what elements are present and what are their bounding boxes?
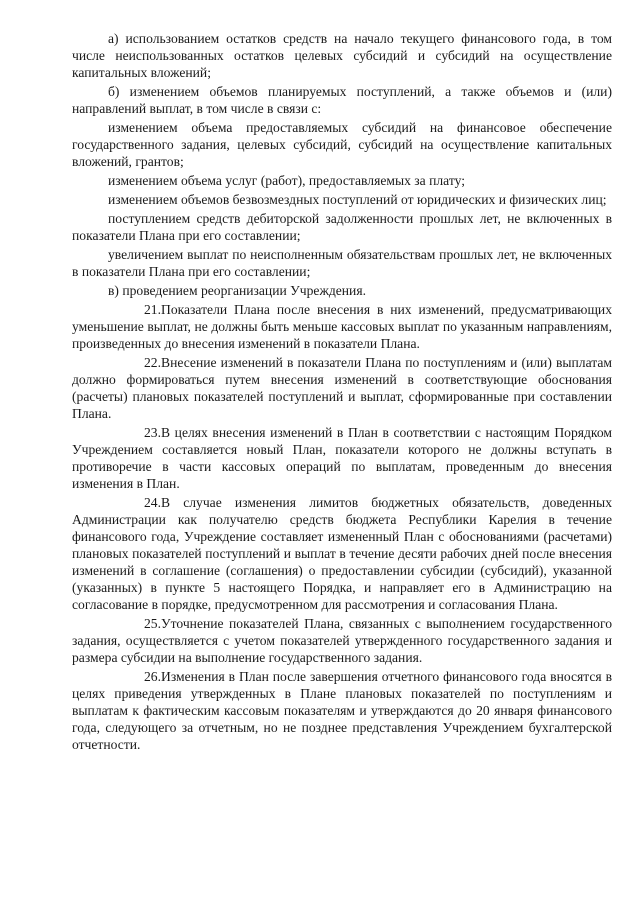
paragraph-text: изменением объема услуг (работ), предоставляемых за плату; bbox=[108, 173, 465, 188]
paragraph bbox=[72, 246, 612, 280]
paragraph bbox=[72, 30, 612, 81]
paragraph bbox=[72, 172, 612, 189]
paragraph-text: а) использованием остатков средств на начало текущего финансового года, в том числе неиспользованных остатков целевых субсидий и субсидий на осуществление капитальных вложений; bbox=[72, 31, 612, 80]
paragraph-26 bbox=[72, 668, 612, 753]
paragraph bbox=[72, 210, 612, 244]
paragraph-number: 26. bbox=[144, 669, 161, 684]
paragraph-25 bbox=[72, 615, 612, 666]
paragraph-text: увеличением выплат по неисполненным обязательствам прошлых лет, не включенных в показатели Плана при его составлении; bbox=[72, 247, 612, 279]
paragraph-text: изменением объема предоставляемых субсидий на финансовое обеспечение государственного задания, целевых субсидий, субсидий на осуществление капитальных вложений, грантов; bbox=[72, 120, 612, 169]
paragraph-text: Внесение изменений в показатели Плана по поступлениям и (или) выплатам должно формироваться путем внесения изменений в соответствующие обоснования (расчеты) плановых показателей поступлений и выплат, сформированные при составлении Плана. bbox=[72, 355, 612, 421]
paragraph-text: В целях внесения изменений в План в соответствии с настоящим Порядком Учреждением составляется новый План, показатели которого не должны вступать в противоречие в части кассовых операций по выплатам, проведенным до внесения изменения в План. bbox=[72, 425, 612, 491]
paragraph-22 bbox=[72, 354, 612, 422]
paragraph-21 bbox=[72, 301, 612, 352]
paragraph-text: В случае изменения лимитов бюджетных обязательств, доведенных Администрации как получателю средств бюджета Республики Карелия в течение финансового года, Учреждение составляет измененный План с обоснованиями (расчетами) плановых показателей поступлений и выплат в течение десяти рабочих дней после внесения изменений в соглашение (соглашения) о предоставлении субсидии (субсидий), указанной (указанных) в пункте 5 настоящего Порядка, и направляет его в Администрацию на согласование в порядке, предусмотренном для рассмотрения и согласования Плана. bbox=[72, 495, 612, 612]
paragraph-number: 21. bbox=[144, 302, 161, 317]
paragraph-text: Показатели Плана после внесения в них изменений, предусматривающих уменьшение выплат, не должны быть меньше кассовых выплат по указанным направлениям, произведенных до внесения изменений в показатели Плана. bbox=[72, 302, 612, 351]
paragraph-number: 22. bbox=[144, 355, 161, 370]
paragraph-text: Изменения в План после завершения отчетного финансового года вносятся в целях приведения утвержденных в Плане плановых показателей по поступлениям и выплатам к фактическим кассовым показателям и утверждаются до 20 января финансового года, следующего за отчетным, но не позднее представления Учреждением бухгалтерской отчетности. bbox=[72, 669, 612, 752]
paragraph-23 bbox=[72, 424, 612, 492]
paragraph-text: изменением объемов безвозмездных поступлений от юридических и физических лиц; bbox=[108, 192, 607, 207]
paragraph-text: в) проведением реорганизации Учреждения. bbox=[108, 283, 366, 298]
paragraph-24 bbox=[72, 494, 612, 613]
paragraph-text: поступлением средств дебиторской задолженности прошлых лет, не включенных в показатели Плана при его составлении; bbox=[72, 211, 612, 243]
paragraph bbox=[72, 119, 612, 170]
paragraph bbox=[72, 83, 612, 117]
paragraph-number: 25. bbox=[144, 616, 161, 631]
document-page bbox=[72, 30, 612, 755]
paragraph-text: б) изменением объемов планируемых поступлений, а также объемов и (или) направлений выплат, в том числе в связи с: bbox=[72, 84, 612, 116]
paragraph-number: 24. bbox=[144, 495, 161, 510]
paragraph bbox=[72, 191, 612, 208]
paragraph-text: Уточнение показателей Плана, связанных с выполнением государственного задания, осуществляется с учетом показателей утвержденного государственного задания и размера субсидии на выполнение государственного задания. bbox=[72, 616, 612, 665]
paragraph-number: 23. bbox=[144, 425, 161, 440]
paragraph bbox=[72, 282, 612, 299]
